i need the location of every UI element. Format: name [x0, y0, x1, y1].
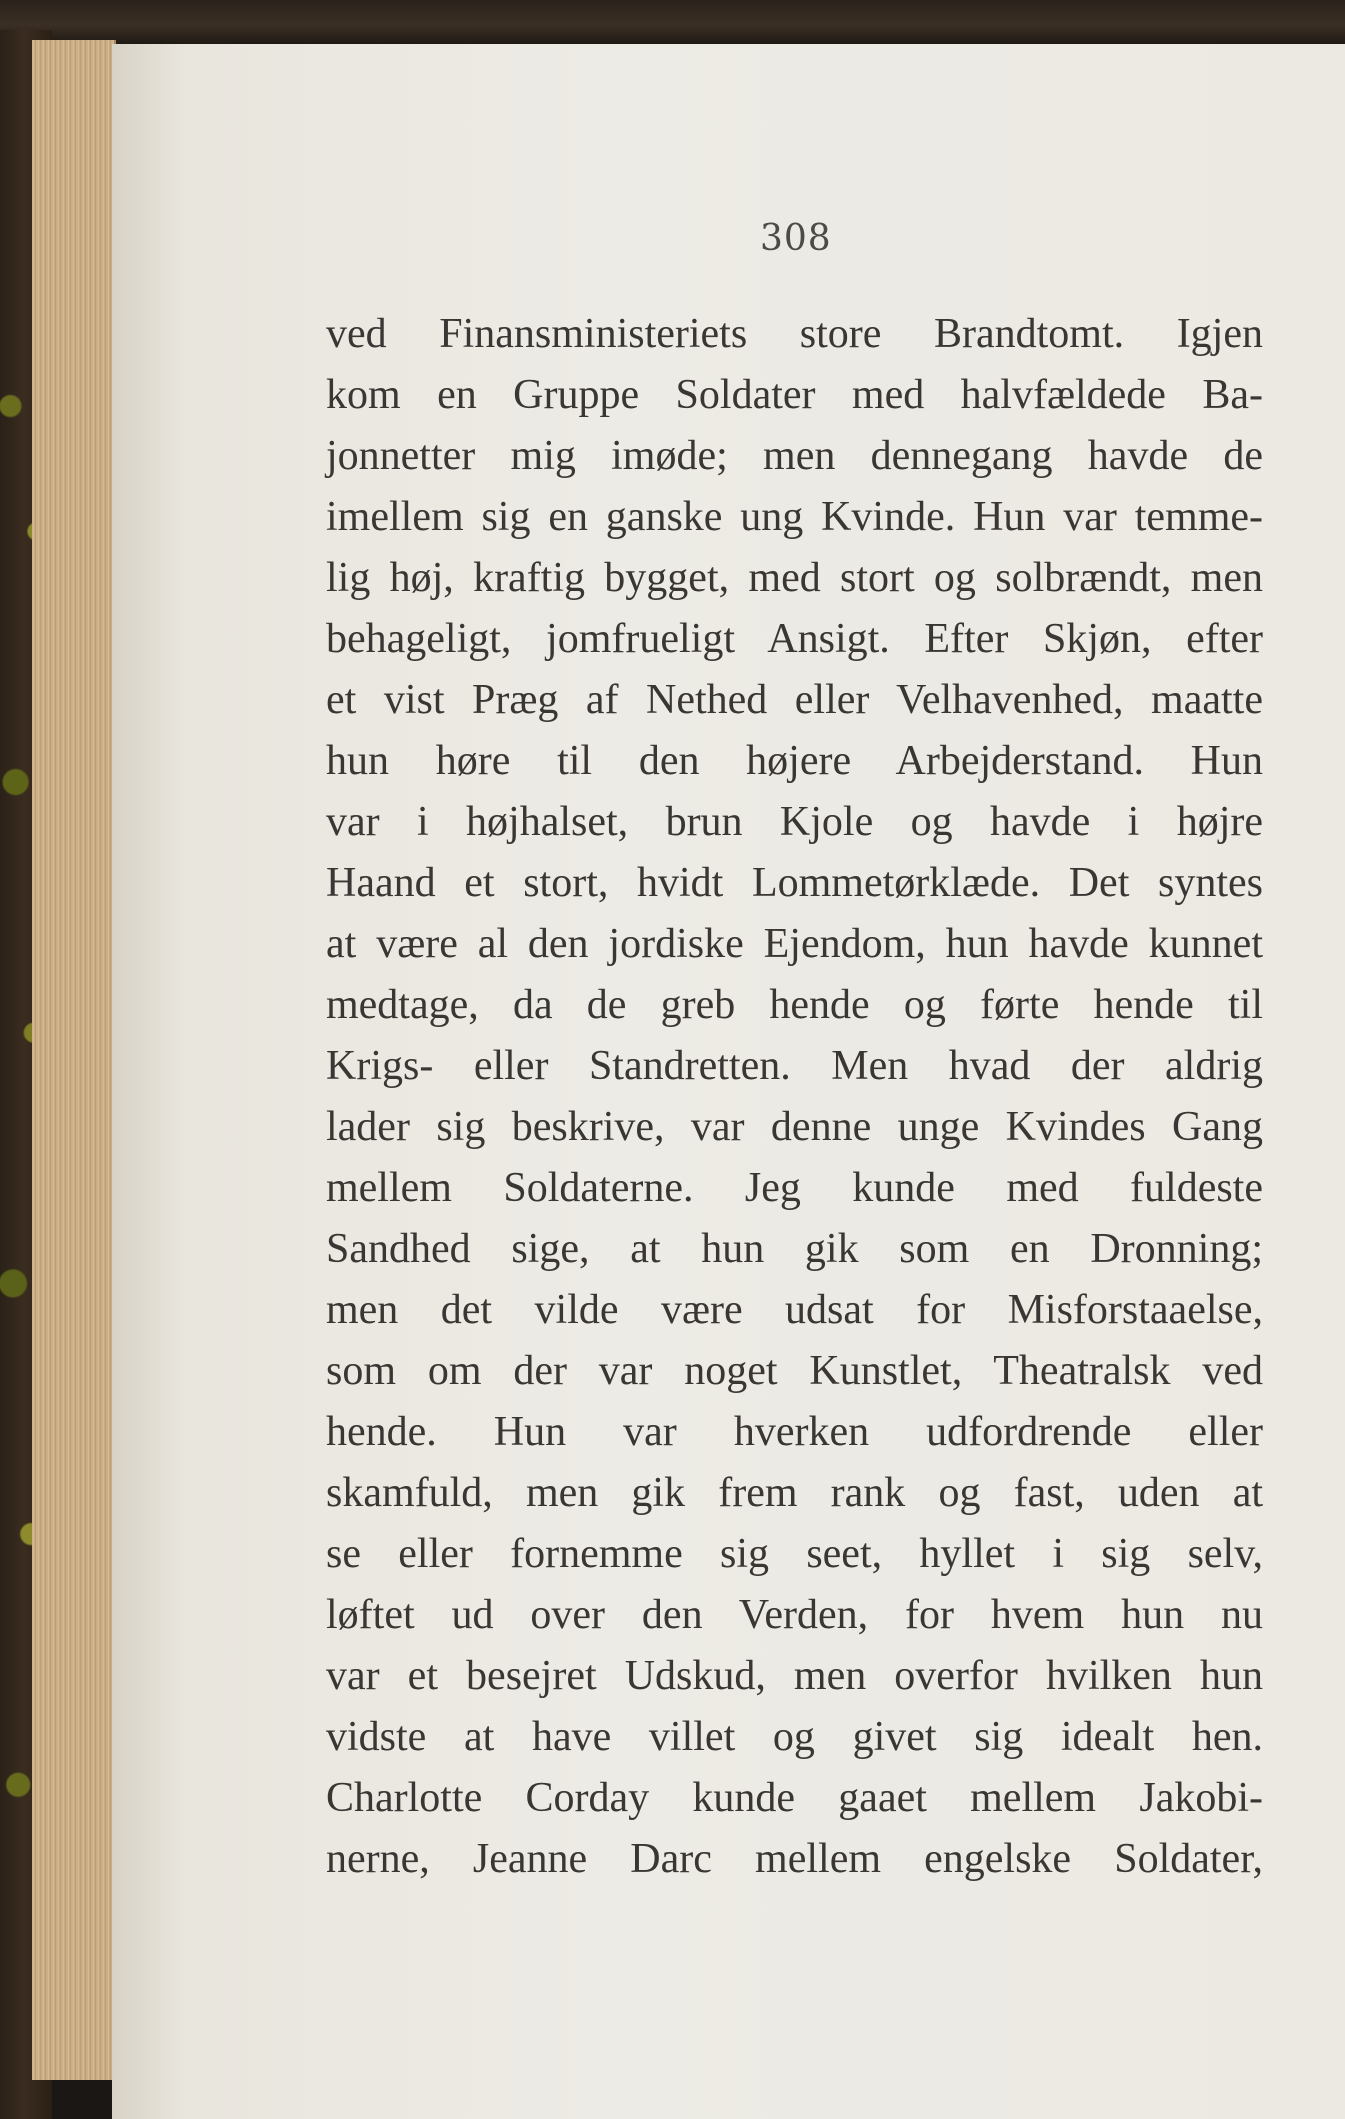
text-line: var et besejret Udskud, men overfor hvilken hun: [326, 1653, 1263, 1699]
text-line: se eller fornemme sig seet, hyllet i sig selv,: [326, 1531, 1263, 1577]
text-line: løftet ud over den Verden, for hvem hun nu: [326, 1592, 1263, 1638]
text-line: Krigs- eller Standretten. Men hvad der aldrig: [326, 1043, 1263, 1089]
text-line: mellem Soldaterne. Jeg kunde med fuldeste: [326, 1165, 1263, 1211]
text-line: Charlotte Corday kunde gaaet mellem Jakobi-: [326, 1775, 1263, 1821]
text-line: behageligt, jomfrueligt Ansigt. Efter Skjøn, efter: [326, 616, 1263, 662]
text-line: kom en Gruppe Soldater med halvfældede Ba-: [326, 372, 1263, 418]
text-line: imellem sig en ganske ung Kvinde. Hun var temme-: [326, 494, 1263, 540]
text-line: Sandhed sige, at hun gik som en Dronning;: [326, 1226, 1263, 1272]
page-number: 308: [760, 218, 832, 259]
text-line: et vist Præg af Nethed eller Velhavenhed, maatte: [326, 677, 1263, 723]
text-line: lader sig beskrive, var denne unge Kvindes Gang: [326, 1104, 1263, 1150]
text-line: som om der var noget Kunstlet, Theatralsk ved: [326, 1348, 1263, 1394]
text-line: var i højhalset, brun Kjole og havde i højre: [326, 799, 1263, 845]
text-line: skamfuld, men gik frem rank og fast, uden at: [326, 1470, 1263, 1516]
body-text: [326, 304, 1263, 1890]
text-line: men det vilde være udsat for Misforstaaelse,: [326, 1287, 1263, 1333]
text-line: at være al den jordiske Ejendom, hun havde kunnet: [326, 921, 1263, 967]
text-line: hun høre til den højere Arbejderstand. Hun: [326, 738, 1263, 784]
text-line: medtage, da de greb hende og førte hende til: [326, 982, 1263, 1028]
text-line: ved Finansministeriets store Brandtomt. Igjen: [326, 311, 1263, 357]
text-line: Haand et stort, hvidt Lommetørklæde. Det syntes: [326, 860, 1263, 906]
text-line: vidste at have villet og givet sig idealt hen.: [326, 1714, 1263, 1760]
book-top-edge: [0, 0, 1345, 46]
text-line: nerne, Jeanne Darc mellem engelske Soldater,: [326, 1836, 1263, 1882]
page-edges: [32, 40, 116, 2080]
text-line: lig høj, kraftig bygget, med stort og solbrændt, men: [326, 555, 1263, 601]
text-line: jonnetter mig imøde; men dennegang havde de: [326, 433, 1263, 479]
text-line: hende. Hun var hverken udfordrende eller: [326, 1409, 1263, 1455]
